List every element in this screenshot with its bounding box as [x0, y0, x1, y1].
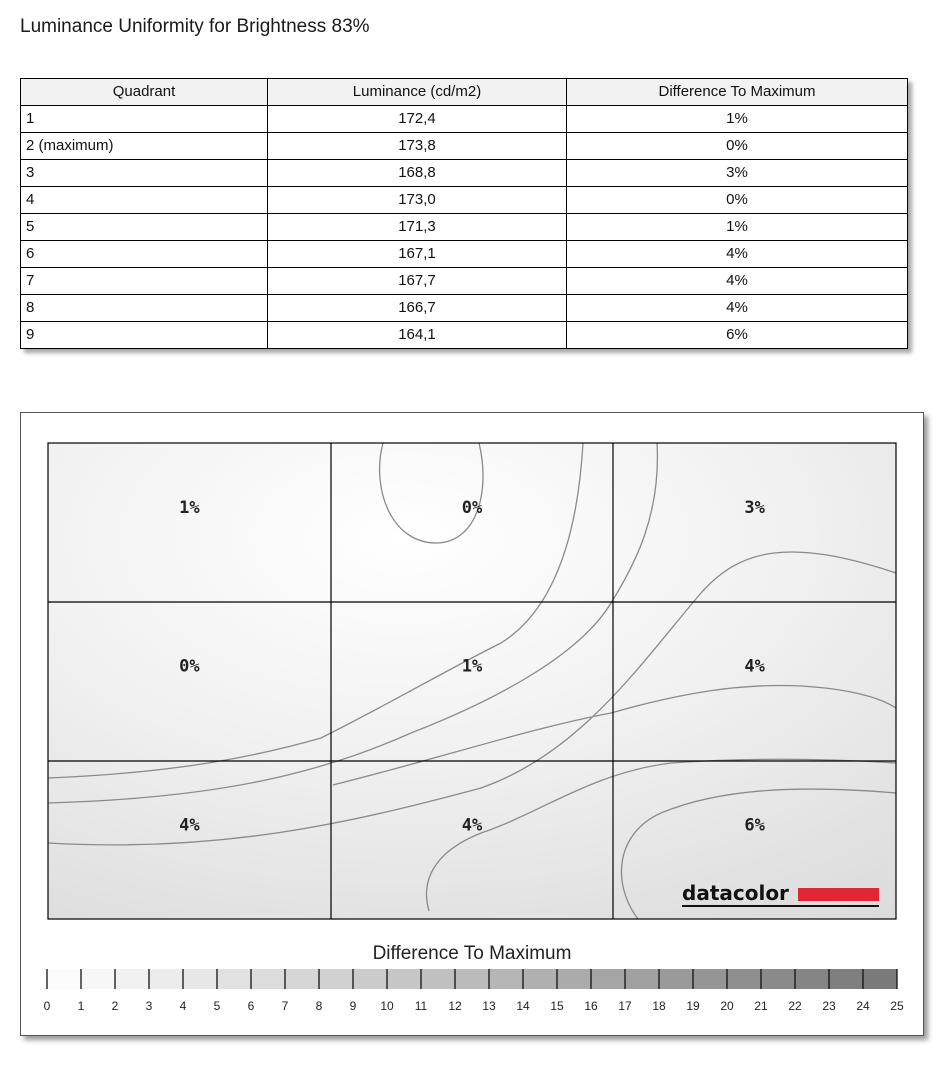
quadrant-cell: 9: [21, 322, 268, 349]
table-row: [21, 322, 908, 349]
difference-cell: 4%: [567, 295, 908, 322]
difference-cell: 6%: [567, 322, 908, 349]
table-row: [21, 241, 908, 268]
legend-tick-label: 14: [516, 999, 530, 1013]
quadrant-cell: 5: [21, 214, 268, 241]
legend-tick-label: 22: [788, 999, 802, 1013]
legend-swatch: [251, 969, 286, 989]
legend-tick-label: 3: [145, 999, 153, 1013]
legend-swatch: [693, 969, 728, 989]
legend-tick-label: 19: [686, 999, 700, 1013]
table-row: [21, 106, 908, 133]
cell-label-r3-c3: 6%: [744, 815, 765, 836]
legend-swatch: [625, 969, 660, 989]
table-row: [21, 214, 908, 241]
legend-swatch: [557, 969, 592, 989]
legend-tick-label: 18: [652, 999, 666, 1013]
difference-cell: 4%: [567, 268, 908, 295]
table-row: [21, 133, 908, 160]
legend-tick-label: 20: [720, 999, 734, 1013]
cell-label-r3-c1: 4%: [179, 815, 200, 836]
legend-tick-label: 4: [179, 999, 187, 1013]
legend-tick-label: 24: [856, 999, 870, 1013]
cell-label-r2-c3: 4%: [744, 656, 765, 677]
legend-tick-label: 11: [414, 999, 428, 1013]
page-title: Luminance Uniformity for Brightness 83%: [20, 16, 370, 37]
table-row: [21, 295, 908, 322]
legend-tick-label: 6: [247, 999, 255, 1013]
legend-swatch: [523, 969, 558, 989]
quadrant-cell: 6: [21, 241, 268, 268]
difference-cell: 0%: [567, 133, 908, 160]
luminance-cell: 164,1: [268, 322, 567, 349]
logo-text: datacolor: [682, 881, 789, 905]
legend-swatch: [863, 969, 898, 989]
luminance-cell: 173,0: [268, 187, 567, 214]
legend-swatch: [217, 969, 252, 989]
logo-red-bar: [798, 888, 879, 901]
legend-swatch: [387, 969, 422, 989]
cell-label-r2-c1: 0%: [179, 656, 200, 677]
legend-swatch: [591, 969, 626, 989]
cell-label-r2-c2: 1%: [461, 656, 483, 677]
legend-swatch: [353, 969, 388, 989]
difference-cell: 0%: [567, 187, 908, 214]
legend-tick-label: 21: [754, 999, 768, 1013]
difference-cell: 1%: [567, 106, 908, 133]
column-header-luminance: Luminance (cd/m2): [268, 79, 567, 106]
luminance-cell: 167,1: [268, 241, 567, 268]
luminance-cell: 173,8: [268, 133, 567, 160]
quadrant-cell: 3: [21, 160, 268, 187]
legend-swatch: [489, 969, 524, 989]
difference-cell: 4%: [567, 241, 908, 268]
legend-swatch: [183, 969, 218, 989]
legend-tick-label: 2: [111, 999, 119, 1013]
cell-label-r1-c1: 1%: [179, 498, 200, 518]
column-header-quadrant: Quadrant: [21, 79, 268, 106]
column-header-difference: Difference To Maximum: [567, 79, 908, 106]
cell-label-r3-c2: 4%: [461, 815, 483, 836]
luminance-table: [20, 78, 908, 349]
luminance-cell: 168,8: [268, 160, 567, 187]
quadrant-cell: 7: [21, 268, 268, 295]
luminance-cell: 171,3: [268, 214, 567, 241]
legend-swatch: [115, 969, 150, 989]
legend-swatch: [149, 969, 184, 989]
legend-tick-label: 0: [43, 999, 51, 1013]
legend-tick-label: 13: [482, 999, 496, 1013]
legend-swatch: [659, 969, 694, 989]
legend-swatch: [829, 969, 864, 989]
quadrant-cell: 4: [21, 187, 268, 214]
legend-swatch: [285, 969, 320, 989]
legend-swatch: [47, 969, 82, 989]
table-row: [21, 160, 908, 187]
legend-tick-label: 17: [618, 999, 632, 1013]
luminance-cell: 167,7: [268, 268, 567, 295]
quadrant-cell: 1: [21, 106, 268, 133]
legend-tick-label: 25: [890, 999, 904, 1013]
difference-cell: 1%: [567, 214, 908, 241]
legend-tick-label: 15: [550, 999, 564, 1013]
table-row: [21, 187, 908, 214]
quadrant-cell: 8: [21, 295, 268, 322]
uniformity-chart: [20, 412, 924, 1036]
legend-bar: [47, 969, 898, 989]
difference-cell: 3%: [567, 160, 908, 187]
legend-tick-label: 16: [584, 999, 598, 1013]
uniformity-heatmap-svg: [21, 413, 923, 1035]
luminance-cell: 172,4: [268, 106, 567, 133]
legend-title: Difference To Maximum: [372, 943, 572, 964]
legend-tick-label: 9: [349, 999, 357, 1013]
legend-swatch: [81, 969, 116, 989]
legend-tick-label: 1: [77, 999, 85, 1013]
legend-swatch: [421, 969, 456, 989]
legend-tick-label: 5: [213, 999, 221, 1013]
table-row: [21, 268, 908, 295]
cell-label-r1-c2: 0%: [461, 498, 483, 518]
legend-tick-label: 10: [380, 999, 394, 1013]
legend-swatch: [455, 969, 490, 989]
cell-label-r1-c3: 3%: [744, 498, 765, 518]
legend-swatch: [795, 969, 830, 989]
legend-swatch: [727, 969, 762, 989]
legend-tick-label: 7: [281, 999, 289, 1013]
legend-swatch: [761, 969, 796, 989]
luminance-cell: 166,7: [268, 295, 567, 322]
legend-tick-label: 12: [448, 999, 462, 1013]
quadrant-cell: 2 (maximum): [21, 133, 268, 160]
table-header-row: [21, 79, 908, 106]
legend-tick-label: 8: [315, 999, 323, 1013]
legend-swatch: [319, 969, 354, 989]
legend-tick-label: 23: [822, 999, 836, 1013]
